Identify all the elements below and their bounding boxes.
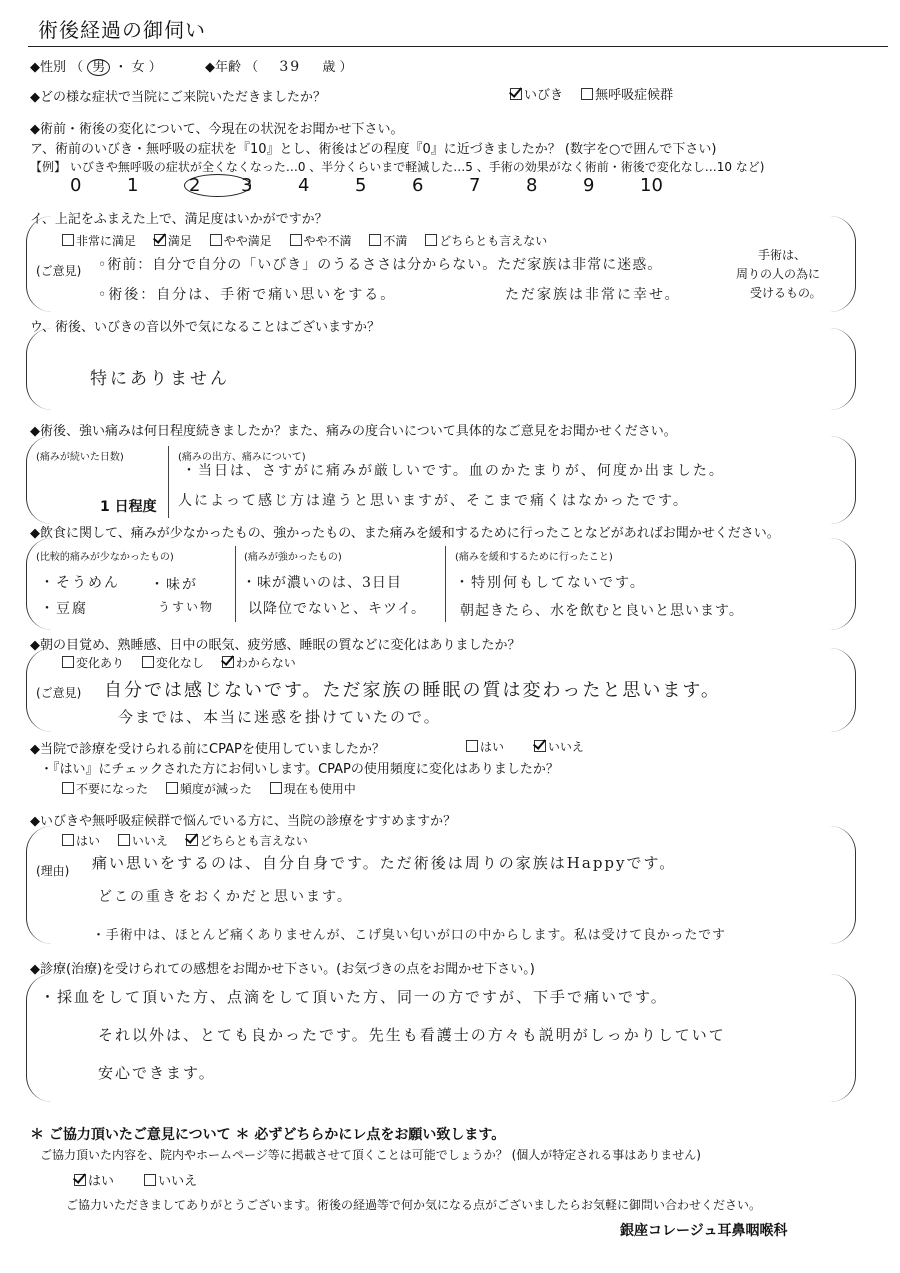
food-less-pain-4: うすい物: [158, 600, 215, 614]
gender-male[interactable]: 男: [87, 59, 110, 76]
scale-1[interactable]: 1: [127, 175, 139, 196]
pain-detail-label: (痛みの出方、痛みについて): [178, 452, 306, 463]
age-value[interactable]: 39: [279, 59, 302, 75]
food-divider-2: [445, 546, 446, 622]
age-label: ◆年齢: [205, 60, 241, 75]
sleep-option-no-change[interactable]: 変化なし: [142, 654, 204, 671]
scale-6[interactable]: 6: [412, 175, 424, 196]
satisfaction-comment-2: ◦術後：自分は、手術で痛い思いをする。: [98, 287, 397, 303]
checkbox-icon: [186, 834, 198, 846]
footer-option-no[interactable]: いいえ: [144, 1170, 197, 1189]
pain-days-value[interactable]: 1: [100, 499, 110, 515]
cpap-option-unneeded[interactable]: 不要になった: [62, 780, 148, 797]
sleep-option-changed[interactable]: 変化あり: [62, 654, 124, 671]
checkbox-icon: [290, 234, 302, 246]
scale-8[interactable]: 8: [526, 175, 538, 196]
cpap-option-no[interactable]: いいえ: [534, 738, 584, 755]
checkbox-icon: [62, 834, 74, 846]
food-more-pain-1: ・味が濃いのは、3日目: [242, 575, 402, 591]
change-question: ◆術前・術後の変化について、今現在の状況をお聞かせ下さい。: [30, 122, 404, 137]
food-relief-1: ・特別何もしてないです。: [455, 575, 646, 591]
title-divider: [28, 46, 888, 47]
pain-divider: [168, 446, 169, 518]
scale-0[interactable]: 0: [70, 175, 82, 196]
symptom-options: [510, 84, 687, 103]
checkbox-icon: [62, 782, 74, 794]
food-less-pain-2: ・豆腐: [40, 601, 88, 617]
age-unit: 歳: [322, 60, 336, 75]
page-title: 術後経過の御伺い: [38, 18, 206, 42]
cpap-sub-options: [62, 780, 370, 797]
footer-thanks: ご協力いただきましてありがとうございます。術後の経過等で何か気になる点がございましたらお気軽に御問い合わせください。: [66, 1198, 762, 1212]
scale-3[interactable]: 3: [241, 175, 253, 196]
recommend-options: [62, 832, 322, 849]
footer-heading: ＊ ご協力頂いたご意見について ＊ 必ずどちらかにレ点をお願い致します。: [30, 1127, 506, 1143]
gender-separator: ・: [114, 60, 128, 75]
checkbox-icon: [510, 88, 522, 100]
checkbox-icon: [222, 656, 234, 668]
footer-options: [74, 1170, 211, 1189]
food-less-pain-3: ・味が: [150, 577, 198, 593]
other-question: ウ、術後、いびきの音以外で気になることはございますか？: [30, 320, 380, 335]
satisfaction-side-note: 手術は、 周りの人の為に 受けるもの。: [736, 248, 822, 300]
cpap-option-yes[interactable]: はい: [466, 738, 504, 755]
impression-comment-1: ・採血をして頂いた方、点滴をして頂いた方、同一の方ですが、下手で痛いです。: [40, 988, 668, 1006]
cpap-options: [466, 738, 598, 755]
checkbox-icon: [369, 234, 381, 246]
footer-option-yes[interactable]: はい: [74, 1170, 114, 1189]
satisfaction-option-somewhat[interactable]: やや満足: [210, 232, 272, 249]
gender-row: ◆性別 （ 男 ・ 女 ）: [30, 60, 162, 75]
satisfaction-question: イ、上記をふまえた上で、満足度はいかがですか？: [30, 212, 328, 227]
satisfaction-opinion-label: (ご意見): [36, 264, 82, 278]
recommend-option-no[interactable]: いいえ: [118, 832, 168, 849]
change-subquestion: ア、術前のいびき・無呼吸の症状を『10』とし、術後はどの程度『0』に近づきましたか？ (数字を○で囲んで下さい): [30, 142, 717, 157]
sleep-question: ◆朝の目覚め、熟睡感、日中の眠気、疲労感、睡眠の質などに変化はありましたか？: [30, 638, 521, 653]
satisfaction-comment-1: ◦術前：自分で自分の「いびき」のうるささは分からない。ただ家族は非常に迷惑。: [98, 257, 663, 273]
clinic-name: 銀座コレージュ耳鼻咽喉科: [620, 1223, 788, 1239]
sleep-opinion-label: (ご意見): [36, 686, 82, 700]
scale-5[interactable]: 5: [355, 175, 367, 196]
scale-10[interactable]: 10: [640, 175, 663, 196]
food-relief-label: (痛みを緩和するために行ったこと): [455, 552, 613, 563]
recommend-option-yes[interactable]: はい: [62, 832, 100, 849]
sleep-comment-2: 今までは、本当に迷惑を掛けていたので。: [118, 708, 441, 726]
satisfaction-comment-3: ただ家族は非常に幸せ。: [505, 287, 681, 303]
recommend-comment-1: 痛い思いをするのは、自分自身です。ただ術後は周りの家族はHappyです。: [92, 854, 677, 872]
cpap-question: ◆当院で診療を受けられる前にCPAPを使用していましたか？: [30, 742, 385, 757]
checkbox-icon: [118, 834, 130, 846]
sleep-option-unknown[interactable]: わからない: [222, 654, 296, 671]
pain-question: ◆術後、強い痛みは何日程度続きましたか？また、痛みの度合いについて具体的なご意見をお聞かせください。: [30, 424, 677, 439]
satisfaction-option-satisfied[interactable]: 満足: [154, 232, 192, 249]
pain-days-label: (痛みが続いた日数): [36, 452, 124, 463]
checkbox-icon: [62, 656, 74, 668]
sleep-comment-1: 自分では感じないです。ただ家族の睡眠の質は変わったと思います。: [104, 680, 721, 701]
impression-question: ◆診療(治療)を受けられての感想をお聞かせ下さい。(お気づきの点をお聞かせ下さい。): [30, 962, 535, 977]
cpap-subquestion: ・『はい』にチェックされた方にお伺いします。CPAPの使用頻度に変化はありましたか？: [40, 762, 559, 777]
food-relief-2: 朝起きたら、水を飲むと良いと思います。: [460, 603, 744, 619]
gender-label: ◆性別: [30, 60, 66, 75]
impression-comment-2: それ以外は、とても良かったです。先生も看護士の方々も説明がしっかりしていて: [98, 1026, 726, 1044]
recommend-question: ◆いびきや無呼吸症候群で悩んでいる方に、当院の診療をすすめますか？: [30, 814, 457, 829]
recommend-comment-3: ・手術中は、ほとんど痛くありませんが、こげ臭い匂いが口の中からします。私は受けて良かったです: [92, 928, 726, 943]
age-row: ◆年齢 （ 39 歳 ）: [205, 59, 353, 75]
satisfaction-option-unsatisfied[interactable]: 不満: [369, 232, 407, 249]
checkbox-icon: [425, 234, 437, 246]
pain-comment-1: ・当日は、さすがに痛みが厳しいです。血のかたまりが、何度か出ました。: [182, 463, 725, 479]
change-example: 【例】 いびきや無呼吸の症状が全くなくなった…0 、半分くらいまで軽減した…5 、手術の効果がなく術前・術後で変化なし…10 など): [30, 160, 765, 174]
scale-7[interactable]: 7: [469, 175, 481, 196]
impression-comment-3: 安心できます。: [98, 1064, 216, 1082]
symptom-question: ◆どの様な症状で当院にご来院いただきましたか？: [30, 90, 326, 105]
sleep-options: [62, 654, 310, 671]
checkbox-icon: [534, 740, 546, 752]
checkbox-icon: [144, 1174, 156, 1186]
checkbox-icon: [154, 234, 166, 246]
footer-question: ご協力頂いた内容を、院内やホームページ等に掲載させて頂くことは可能でしょうか？ (個人が特定される事はありません): [40, 1148, 701, 1162]
pain-days-unit: 日程度: [114, 499, 157, 515]
checkbox-icon: [581, 88, 593, 100]
pain-days: [100, 496, 157, 516]
food-divider-1: [235, 546, 236, 622]
food-less-pain-label: (比較的痛みが少なかったもの): [36, 552, 174, 563]
recommend-comment-2: どこの重きをおくかだと思います。: [98, 889, 353, 905]
symptom-option-apnea[interactable]: 無呼吸症候群: [581, 84, 673, 103]
checkbox-icon: [210, 234, 222, 246]
checkbox-icon: [74, 1174, 86, 1186]
change-scale: [70, 174, 697, 197]
satisfaction-options: [62, 232, 561, 249]
checkbox-icon: [142, 656, 154, 668]
pain-comment-2: 人によって感じ方は違うと思いますが、そこまで痛くはなかったです。: [178, 493, 689, 509]
checkbox-icon: [466, 740, 478, 752]
other-comment: 特にありません: [90, 369, 230, 389]
recommend-reason-label: (理由): [36, 864, 70, 878]
scale-9[interactable]: 9: [583, 175, 595, 196]
cpap-option-still-using[interactable]: 現在も使用中: [270, 780, 356, 797]
checkbox-icon: [270, 782, 282, 794]
food-more-pain-2: 以降位でないと、キツイ。: [248, 601, 427, 617]
scale-2[interactable]: 2: [184, 174, 241, 197]
food-more-pain-label: (痛みが強かったもの): [244, 552, 342, 563]
cpap-option-reduced[interactable]: 頻度が減った: [166, 780, 252, 797]
checkbox-icon: [166, 782, 178, 794]
satisfaction-option-very[interactable]: 非常に満足: [62, 232, 136, 249]
checkbox-icon: [62, 234, 74, 246]
gender-female[interactable]: 女: [131, 60, 145, 75]
recommend-option-neither[interactable]: どちらとも言えない: [186, 832, 308, 849]
food-less-pain-1: ・そうめん: [40, 575, 120, 591]
scale-4[interactable]: 4: [298, 175, 310, 196]
symptom-option-snoring[interactable]: いびき: [510, 84, 563, 103]
satisfaction-option-neither[interactable]: どちらとも言えない: [425, 232, 547, 249]
satisfaction-option-somewhat-unsatisfied[interactable]: やや不満: [290, 232, 352, 249]
food-question: ◆飲食に関して、痛みが少なかったもの、強かったもの、また痛みを緩和するために行ったことなどがあればお聞かせください。: [30, 526, 780, 541]
